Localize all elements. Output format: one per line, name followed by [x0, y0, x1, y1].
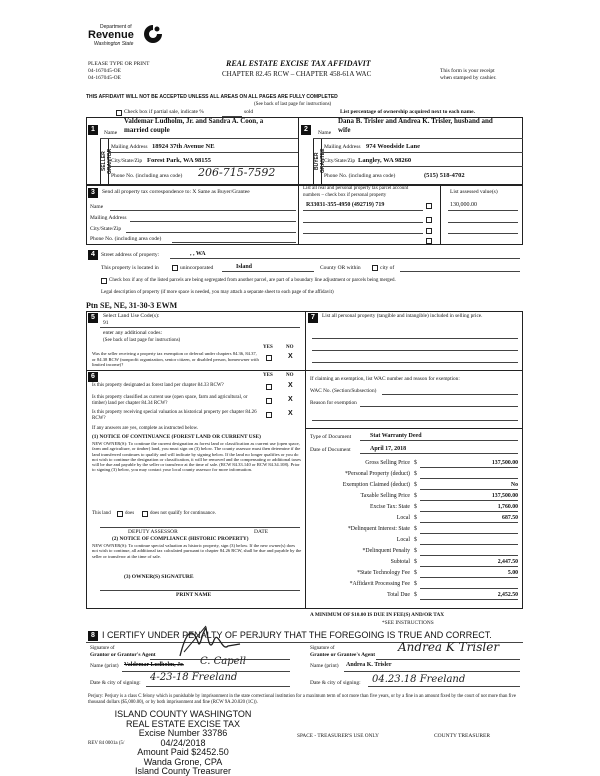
s3-name-label: Name	[90, 204, 104, 210]
stamp-line-7: Island County Treasurer	[134, 766, 232, 776]
list-percentage-note: List percentage of ownership acquired next to each name.	[340, 109, 475, 115]
grantor-date-city-label: Date & city of signing:	[90, 680, 141, 686]
s3-city-label: City/State/Zip	[90, 226, 122, 232]
seller-phone-label: Phone No. (including area code)	[111, 173, 183, 179]
grantee-date-city-label: Date & city of signing:	[310, 680, 361, 686]
section-1-number: 1	[88, 125, 98, 135]
located-in-label: This property is located in	[101, 265, 159, 271]
buyer-mailing-label: Mailing Address	[324, 144, 361, 150]
certify-statement: I CERTIFY UNDER PENALTY OF PERJURY THAT THE FOREGOING IS TRUE AND CORRECT.	[102, 630, 492, 640]
notice-compliance-body: NEW OWNER(S): To continue special valuation as historic property, sign (3) below. If the new owner(s) does not wish to continue, all additional tax calculated pursuant to chapter 84.26 RCW, shall be due and payable by the seller or transferor at the time of sale.	[92, 543, 302, 559]
list-personal-property: List all personal property (tangible and intangible) included in selling price.	[322, 313, 483, 319]
tax-row-label: *State Technology Fee	[357, 570, 410, 576]
parcel-3-checkbox[interactable]	[426, 228, 432, 234]
tax-row-value: 137,500.00	[491, 493, 518, 499]
rev-number: REV 84 0001a (5/	[88, 741, 125, 746]
section-3-number: 3	[88, 188, 98, 198]
wac-number-label: WAC No. (Section/Subsection)	[310, 388, 377, 394]
tax-row-currency: $	[414, 581, 417, 587]
perjury-notice: Perjury: Perjury is a class C felony which is punishable by imprisonment in the state correctional institution for a maximum term of not more than five years, or by a fine in an amount fixed by the court of not more than five thousand dollars ($5,000.00), or by both imprisonment and fine (RCW 9A.20.020 (1C)).	[88, 694, 517, 705]
seller-name-label: Name	[104, 130, 118, 136]
page-subtitle: CHAPTER 82.45 RCW – CHAPTER 458-61A WAC	[222, 70, 372, 78]
notice-compliance-title: (2) NOTICE OF COMPLIANCE (HISTORIC PROPERTY)	[112, 536, 249, 542]
doc-type-label: Type of Document	[310, 434, 352, 440]
tax-row-value: 137,500.00	[491, 460, 518, 466]
buyer-name-1: Dana B. Trisler and Andrea K. Trisler, husband and	[338, 117, 493, 125]
additional-codes-label: enter any additional codes:	[103, 330, 163, 336]
tax-row-currency: $	[414, 537, 417, 543]
tax-row-currency: $	[414, 493, 417, 499]
parcel-2-checkbox[interactable]	[426, 217, 432, 223]
tax-row-currency: $	[414, 504, 417, 510]
tax-row-value: 2,447.50	[497, 559, 518, 565]
grantor-date-city-value: 4-23-18 Freeland	[150, 672, 238, 683]
unincorporated-checkbox[interactable]	[172, 265, 178, 271]
doc-date-value: April 17, 2018	[370, 446, 407, 452]
city-of-label: city of	[380, 265, 395, 271]
treasurer-use-label: SPACE - TREASURER'S USE ONLY	[297, 733, 379, 739]
section-7-number: 7	[308, 313, 318, 323]
partial-sale-checkbox[interactable]	[116, 110, 122, 116]
seller-mailing-value: 18924 37th Avenue NE	[152, 143, 215, 150]
notice-continuance-title: (1) NOTICE OF CONTINUANCE (FOREST LAND OR CURRENT USE)	[92, 434, 261, 440]
current-use-no-x: X	[288, 396, 293, 403]
sold-label: sold	[244, 109, 254, 115]
if-any-yes: If any answers are yes, complete as instructed below.	[92, 426, 199, 431]
buyer-city-label: City/State/Zip	[324, 158, 356, 164]
parcel-number: R33031-355-4950 (492719) 719	[306, 202, 385, 208]
does-not-label: does not qualify for continuance.	[150, 511, 216, 516]
tax-row-currency: $	[414, 460, 417, 466]
stamp-line-5: Amount Paid $2452.50	[137, 747, 229, 757]
legal-description-label: Legal description of property (if more space is needed, you may attach a separate sheet to each page of the affidavit)	[101, 290, 334, 295]
tax-row-currency: $	[414, 548, 417, 554]
dept-line3: Washington State	[94, 41, 134, 47]
county-or-within: County OR within	[320, 265, 361, 271]
dept-line2: Revenue	[88, 29, 134, 41]
does-label: does	[125, 511, 135, 516]
s3-mailing-label: Mailing Address	[90, 215, 127, 221]
claim-exemption-label: If claiming an exemption, list WAC number and reason for exemption:	[310, 376, 460, 382]
section-5-number: 5	[88, 313, 98, 323]
exemption-yes-checkbox[interactable]	[266, 355, 272, 361]
forest-no-x: X	[288, 382, 293, 389]
forest-yes-checkbox[interactable]	[266, 384, 272, 390]
s5-no-header: NO	[286, 345, 294, 350]
grantor-sig-label-1: Signature of	[90, 646, 115, 651]
warning-banner: THIS AFFIDAVIT WILL NOT BE ACCEPTED UNLESS ALL AREAS ON ALL PAGES ARE FULLY COMPLETED	[86, 94, 338, 100]
this-land-label: This land	[92, 511, 111, 516]
tax-row-currency: $	[414, 471, 417, 477]
unincorporated-label: unincorporated	[180, 265, 214, 271]
tax-row-currency: $	[414, 515, 417, 521]
tax-row-currency: $	[414, 482, 417, 488]
tax-row-currency: $	[414, 559, 417, 565]
tax-row-value: 2,452.50	[497, 592, 518, 598]
grantor-sig-label-2: Grantor or Grantor's Agent	[90, 652, 156, 658]
s6-yes-header: YES	[263, 373, 273, 378]
stamp-line-1: ISLAND COUNTY WASHINGTON	[114, 709, 252, 719]
deputy-assessor-label: DEPUTY ASSESSOR	[128, 529, 178, 535]
file-no-2: 04-167045-OE	[88, 75, 121, 81]
receipt-note-1: This form is your receipt	[440, 68, 495, 74]
tax-row-label: Gross Selling Price	[365, 460, 410, 466]
forest-land-question: Is this property designated as forest land per chapter 84.33 RCW?	[92, 383, 224, 388]
buyer-phone-label: Phone No. (including area code)	[324, 173, 396, 179]
deputy-date-label: DATE	[254, 529, 269, 535]
minimum-fee-note: A MINIMUM OF $10.00 IS DUE IN FEE(S) AND/OR TAX	[310, 612, 445, 618]
grantor-print-label: Name (print)	[90, 663, 119, 669]
current-use-yes-checkbox[interactable]	[266, 398, 272, 404]
grantee-print-label: Name (print)	[310, 663, 339, 669]
county-treasurer-label: COUNTY TREASURER	[434, 733, 491, 739]
s5-yes-header: YES	[263, 345, 273, 350]
tax-row-label: *Delinquent Penalty	[362, 548, 410, 554]
tax-row-label: Local	[396, 515, 410, 521]
seller-city-label: City/State/Zip	[111, 158, 143, 164]
see-instructions-note: *SEE INSTRUCTIONS	[382, 620, 434, 626]
treasurer-stamp	[108, 710, 258, 776]
stamp-line-2: REAL ESTATE EXCISE TAX	[125, 718, 241, 729]
print-name-label: PRINT NAME	[176, 592, 212, 598]
s5-see-back: (See back of last page for instructions)	[103, 338, 181, 343]
tax-row-currency: $	[414, 592, 417, 598]
receipt-note-2: when stamped by cashier.	[440, 75, 497, 81]
current-use-question: Is this property classified as current use (open space, farm and agricultural, or timber) land per chapter 84.34 RCW?	[92, 395, 248, 406]
historic-question: Is this property receiving special valuation as historical property per chapter 84.26 RCW?	[92, 410, 257, 421]
tax-row-label: *Personal Property (deduct)	[344, 471, 410, 477]
please-type: PLEASE TYPE OR PRINT	[88, 61, 150, 67]
buyer-side-label: BUYER GRANTEE	[314, 148, 326, 174]
buyer-mailing-value: 974 Woodside Lane	[366, 143, 421, 150]
stamp-line-6: Wanda Grone, CPA	[143, 756, 223, 767]
seller-name-2: married couple	[124, 126, 170, 134]
does-not-checkbox[interactable]	[142, 511, 148, 517]
s6-no-header: NO	[286, 373, 294, 378]
does-checkbox[interactable]	[117, 511, 123, 517]
tax-row-label: Taxable Selling Price	[360, 493, 410, 499]
seller-city-value: Forest Park, WA 98155	[147, 157, 212, 164]
tax-row-label: *Affidavit Processing Fee	[349, 581, 410, 587]
doc-type-value: Stat Warranty Deed	[370, 433, 422, 439]
tax-row-label: *Delinquent Interest: State	[347, 526, 410, 532]
segregated-label: Check box if any of the listed parcels are being segregated from another parcel, are part of a boundary line adjustment or parcels being merged.	[109, 278, 396, 283]
city-checkbox[interactable]	[372, 265, 378, 271]
reason-exemption-label: Reason for exemption	[310, 400, 357, 406]
see-back-note: (See back of last page for instructions)	[254, 102, 332, 107]
tax-row-label: Local	[396, 537, 410, 543]
street-address-value: , , WA	[190, 251, 206, 257]
tax-row-value: 687.50	[502, 515, 518, 521]
grantee-signature: Andrea K Trisler	[398, 640, 500, 654]
seller-side-label: SELLER GRANTOR	[101, 148, 113, 174]
assessed-header: List assessed value(s)	[450, 189, 498, 195]
notice-continuance-body: NEW OWNER(S): To continue the current designation as forest land or classification as current use (open space, farm and agriculture, or timber) land, you must sign on (3) below. The county assessor must then determine if the land transferred continues to qualify and will indicate by signing below. If the land no longer qualifies or you do not wish to continue the designation or classification, it will be removed and the compensating or additional taxes will be due and payable by the seller or transferor at the time of sale. (RCW 84.33.140 or RCW 84.34.108). Prior to signing (3) below, you may contact your local county assessor for more information.	[92, 441, 301, 473]
buyer-phone-value: (515) 518-4702	[424, 172, 465, 179]
tax-row-currency: $	[414, 526, 417, 532]
exemption-no-x: X	[288, 353, 293, 360]
assessed-value: 130,000.00	[450, 202, 477, 208]
section-2-number: 2	[301, 125, 311, 135]
seller-name-1: Valdemar Ludholm, Jr. and Sandra A. Coon, a	[124, 117, 264, 125]
section-6-number: 6	[88, 372, 98, 382]
stamp-line-4: 04/24/2018	[160, 737, 206, 748]
dor-logo-mark-icon	[143, 24, 163, 44]
tax-row-value: 1,760.00	[497, 504, 518, 510]
parcel-header-1: List all real and personal property tax parcel account	[303, 186, 409, 191]
seller-mailing-label: Mailing Address	[111, 144, 148, 150]
s3-phone-label: Phone No. (including area code)	[90, 236, 162, 242]
file-no-1: 04-167045-OE	[88, 68, 121, 74]
historic-yes-checkbox[interactable]	[266, 412, 272, 418]
page-title: REAL ESTATE EXCISE TAX AFFIDAVIT	[226, 59, 371, 68]
grantor-hand-name: C. Capell	[200, 656, 246, 667]
tax-row-value: No	[510, 482, 518, 488]
land-use-value: 91	[103, 320, 109, 326]
parcel-personal-checkbox[interactable]	[426, 203, 432, 209]
historic-no-x: X	[288, 410, 293, 417]
tax-row-label: Subtotal	[390, 559, 410, 565]
buyer-name-2: wife	[338, 126, 351, 134]
buyer-city-value: Langley, WA 98260	[358, 157, 412, 164]
partial-sale-label: Check box if partial sale, indicate %	[124, 109, 204, 115]
segregated-checkbox[interactable]	[101, 278, 107, 284]
street-address-label: Street address of property:	[101, 252, 160, 258]
doc-date-label: Date of Document	[310, 447, 351, 453]
tax-row-label: Exemption Claimed (deduct)	[342, 482, 410, 488]
send-correspondence-label: Send all property tax correspondence to: X Same as Buyer/Grantee	[102, 189, 250, 195]
parcel-4-checkbox[interactable]	[426, 238, 432, 244]
section-4-number: 4	[88, 250, 98, 260]
grantee-print-value: Andrea K. Trisler	[346, 662, 392, 668]
owner-signature-label: (3) OWNER(S) SIGNATURE	[124, 574, 194, 580]
county-value: Island	[236, 264, 253, 270]
tax-row-label: Excise Tax: State	[369, 504, 410, 510]
dept-line1: Department of	[100, 24, 132, 30]
exemption-question: Was the seller receiving a property tax exemption or deferral under chapters 84.36, 84.37, or 84.38 RCW (nonprofit organization, senior citizen, or disabled person, homeowner with limited income)?	[92, 351, 259, 367]
legal-description-value: Ptn SE, NE, 31-30-3 EWM	[86, 301, 178, 310]
grantor-print-value: Valdemar Ludholm, Jr.	[124, 662, 184, 668]
stamp-line-3: Excise Number 33786	[138, 728, 228, 738]
grantee-date-city-value: 04.23.18 Freeland	[372, 674, 466, 685]
tax-row-value: 5.00	[507, 570, 518, 576]
grantee-sig-label-1: Signature of	[310, 646, 335, 651]
tax-row-currency: $	[414, 570, 417, 576]
parcel-header-2: numbers – check box if personal property	[303, 193, 387, 198]
land-use-label: Select Land Use Code(s):	[103, 313, 160, 319]
seller-phone-value: 206-715-7592	[198, 166, 276, 179]
grantee-sig-label-2: Grantee or Grantee's Agent	[310, 652, 376, 658]
buyer-name-label: Name	[318, 130, 332, 136]
tax-row-label: Total Due	[387, 592, 410, 598]
section-8-number: 8	[88, 631, 98, 641]
